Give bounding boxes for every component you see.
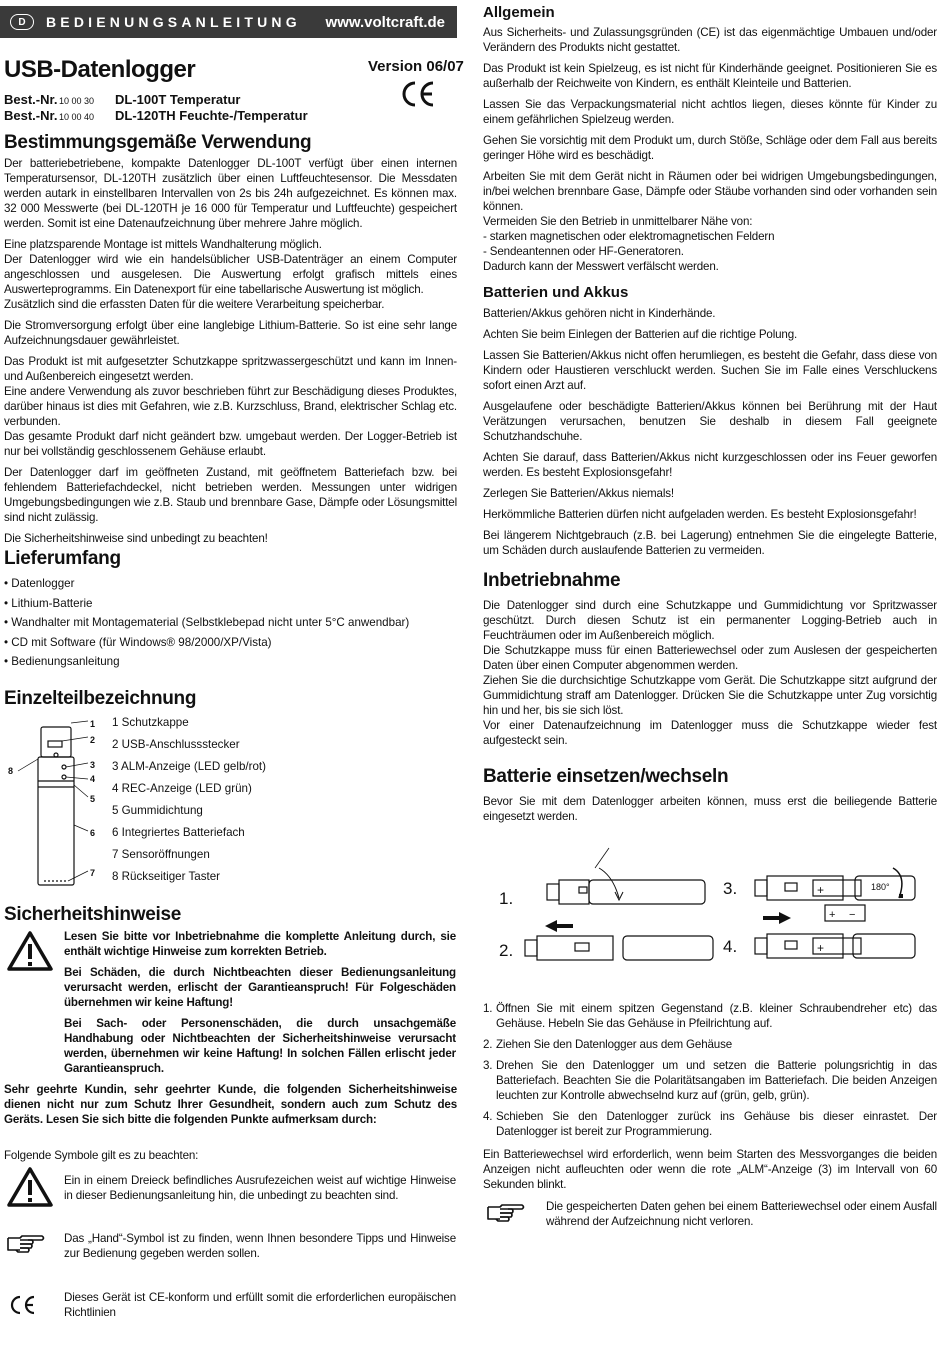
step-text: Ziehen Sie den Datenlogger aus dem Gehäuse (496, 1038, 733, 1051)
version-label: Version 06/07 (368, 58, 464, 75)
step-text: Öffnen Sie mit einem spitzen Gegenstand (z.B. kleiner Schraubendreher etc) das Gehäuse. Hebeln Sie das Gehäuse in Pfeilrichtung auf. (496, 1002, 937, 1030)
step-figure-label: 3. (723, 879, 738, 898)
list-item: 8 Rückseitiger Taster (112, 870, 221, 883)
step-figure-label: 4. (723, 937, 738, 956)
step-number: 3. (483, 1059, 493, 1072)
header-url[interactable]: www.voltcraft.de (325, 13, 445, 31)
battery-change-figure (495, 840, 920, 970)
warning-triangle-icon (6, 930, 54, 972)
list-item: • CD mit Software (für Windows® 98/2000/XP/Vista) (4, 635, 272, 649)
battery-change-note: Ein Batteriewechsel wird erforderlich, wenn beim Starten des Messvorganges die beiden Anzeigen nicht aufleuchten oder wenn die rote „ALM“-Anzeige (3) im Intervall von 60 Sekunden blinkt. (483, 1148, 937, 1191)
warning-triangle-icon (6, 1166, 54, 1208)
callout-label: 2 (90, 735, 96, 745)
paragraph: Bei Sach- oder Personenschäden, die durch unsachgemäße Handhabung oder Nichtbeachten der Sicherheitshinweise verursacht werden, übernehmen wir keine Haftung! In solchen Fällen erlischt jeder Garantieanspruch. (64, 1017, 456, 1075)
order-desc: DL-120TH Feuchte-/Temperatur (115, 108, 308, 123)
paragraph: Die Stromversorgung erfolgt über eine langlebige Lithium-Batterie. So ist eine sehr lange Aufzeichnungsdauer gewährleistet. (4, 319, 457, 347)
paragraph: Batterien/Akkus gehören nicht in Kinderhände. (483, 307, 716, 320)
step-number: 1. (483, 1002, 493, 1015)
intended-use-text (4, 156, 457, 552)
order-label: Best.-Nr. (4, 108, 58, 123)
callout-label: 5 (90, 794, 96, 804)
step-text: Drehen Sie den Datenlogger um und setzen die Batterie polungsrichtig in das Batteriefach. Beachten Sie die Polaritätsangaben im Batteriefach. Die beiden Anzeigen leuchten zur Kontrolle abwechselnd kurz auf (grün, gelb, grün). (496, 1059, 937, 1102)
list-item (483, 1001, 937, 1031)
paragraph: Die Sicherheitshinweise sind unbedingt zu beachten! (4, 532, 268, 545)
paragraph: Lassen Sie das Verpackungsmaterial nicht achtlos liegen, dieses könnte für Kinder zu einem gefährlichen Spielzeug werden. (483, 98, 937, 126)
rotation-label: 180° (871, 882, 890, 892)
pointing-hand-icon (6, 1232, 46, 1254)
paragraph: Vermeiden Sie den Betrieb in unmittelbarer Nähe von: (483, 215, 753, 228)
paragraph: Achten Sie beim Einlegen der Batterien auf die richtige Polung. (483, 328, 798, 341)
paragraph: Zusätzlich sind die erfassten Daten für die weitere Verarbeitung speicherbar. (4, 298, 385, 311)
pointing-hand-icon (486, 1201, 526, 1223)
scope-list (4, 576, 457, 674)
paragraph: Herkömmliche Batterien dürfen nicht aufgeladen werden. Es besteht Explosionsgefahr! (483, 508, 917, 521)
paragraph: Lesen Sie bitte vor Inbetriebnahme die komplette Anleitung durch, sie enthält wichtige Hinweise zum korrekten Betrieb. (64, 930, 456, 958)
paragraph: Bei längerem Nichtgebrauch (z.B. bei Lagerung) entnehmen Sie die eingelegte Batterie, um Schäden durch auslaufende Batterien zu vermeiden. (483, 529, 937, 557)
callout-label: 4 (90, 774, 96, 784)
paragraph: Arbeiten Sie mit dem Gerät nicht in Räumen oder bei widrigen Umgebungsbedingungen, in/bei welchen brennbare Gase, Dämpfe oder Stäube vorhanden sind oder vorhanden sein können. (483, 170, 937, 213)
callout-label: 6 (90, 828, 96, 838)
paragraph: Der Datenlogger darf im geöffneten Zustand, mit geöffnetem Batteriefach bzw. bei fehlendem Batteriefachdeckel, nicht betrieben werden. Messungen unter widrigen Umgebungsbedingungen wie z.B. Staub und brennbare Gase, Dämpfe oder Lösungsmittel sind nicht zulässig. (4, 466, 457, 524)
step-number: 4. (483, 1110, 493, 1123)
callout-label: 1 (90, 719, 96, 729)
list-item: 6 Integriertes Batteriefach (112, 826, 245, 839)
paragraph: Lassen Sie Batterien/Akkus nicht offen herumliegen, es besteht die Gefahr, dass diese von Kindern oder Haustieren verschluckt werden. Suchen Sie im Falle eines Verschluckens sofort einen Arzt auf. (483, 349, 937, 392)
list-item (483, 1037, 937, 1052)
order-number: 10 00 40 (59, 112, 95, 122)
symbol-description: Ein in einem Dreieck befindliches Ausrufezeichen weist auf wichtige Hinweise in dieser Bedienungsanleitung hin, die unbedingt zu beachten sind. (64, 1174, 456, 1202)
callout-label: 7 (90, 868, 96, 878)
batteries-text (483, 306, 937, 564)
paragraph: Die Schutzkappe muss für einen Batteriewechsel oder zum Auslesen der gespeicherten Daten über einen Computer abgenommen werden. (483, 644, 937, 672)
order-desc: DL-100T Temperatur (115, 92, 241, 107)
order-label: Best.-Nr. (4, 92, 58, 107)
polarity-plus: + (817, 941, 825, 955)
datalogger-drawing (4, 715, 104, 890)
list-item: 2 USB-Anschlussstecker (112, 738, 240, 751)
language-badge: D (10, 14, 34, 30)
parts-list (112, 715, 266, 891)
step-number: 2. (483, 1038, 493, 1051)
paragraph: Dadurch kann der Messwert verfälscht werden. (483, 260, 719, 273)
callout-label: 8 (8, 766, 14, 776)
step-figure-label: 2. (499, 941, 514, 960)
paragraph: Ziehen Sie die durchsichtige Schutzkappe vom Gerät. Die Schutzkappe sitzt aufgrund der Gummidichtung straff am Datenlogger. Drücken Sie die Schutzkappe unter Zug vorsichtig hin und her, bis sie sich löst. (483, 674, 937, 717)
battery-change-intro: Bevor Sie mit dem Datenlogger arbeiten können, muss erst die beiliegende Batterie eingesetzt werden. (483, 795, 937, 823)
polarity-plus: + (817, 883, 825, 897)
paragraph: Achten Sie darauf, dass Batterien/Akkus nicht kurzgeschlossen oder ins Feuer geworfen werden. Es besteht Explosionsgefahr! (483, 451, 937, 479)
symbol-description: Dieses Gerät ist CE-konform und erfüllt somit die erforderlichen europäischen Richtlinien (64, 1291, 456, 1319)
list-item: - Sendeantennen oder HF-Generatoren. (483, 245, 684, 258)
general-text (483, 25, 937, 280)
paragraph: Aus Sicherheits- und Zulassungsgründen (CE) ist das eigenmächtige Umbauen und/oder Verändern des Produkts nicht gestattet. (483, 26, 937, 54)
general-heading: Allgemein (483, 4, 555, 21)
order-number-row (4, 92, 240, 107)
list-item: 4 REC-Anzeige (LED grün) (112, 782, 252, 795)
polarity-plus: + (829, 909, 836, 921)
step-text: Schieben Sie den Datenlogger zurück ins Gehäuse bis dieser einrastet. Der Datenlogger ist bereit zur Programmierung. (496, 1110, 937, 1138)
paragraph: Die Datenlogger sind durch eine Schutzkappe und Gummidichtung vor Spritzwasser geschützt. Durch diesen Schutz ist ein permanenter Logging-Betrieb auch in Feuchträumen oder im Außenbereich möglich. (483, 599, 937, 642)
paragraph: Eine andere Verwendung als zuvor beschrieben führt zur Beschädigung dieses Produktes, darüber hinaus ist dies mit Gefahren, wie z.B. Kurzschluss, Brand, elektrischer Schlag etc. verbunden. (4, 385, 457, 428)
commissioning-text (483, 598, 937, 754)
parts-heading: Einzelteilbezeichnung (4, 688, 197, 709)
paragraph: Sehr geehrte Kundin, sehr geehrter Kunde, die folgenden Sicherheitshinweise dienen nicht nur zum Schutz Ihrer Gesundheit, sondern auch zum Schutz des Geräts. Lesen Sie sich bitte die folgenden Punkte aufmerksam durch: (4, 1083, 457, 1126)
scope-heading: Lieferumfang (4, 548, 121, 569)
paragraph: Bei Schäden, die durch Nichtbeachten dieser Bedienungsanleitung verursacht werden, erlischt der Garantieanspruch! Für Folgeschäden übernehmen wir keine Haftung! (64, 966, 456, 1009)
list-item: 3 ALM-Anzeige (LED gelb/rot) (112, 760, 267, 773)
paragraph: Das Produkt ist kein Spielzeug, es ist nicht für Kinderhände geeignet. Positionieren Sie es außerhalb der Reichweite von Kindern, es enthält Kleinteile und Batterien. (483, 62, 937, 90)
battery-change-heading: Batterie einsetzen/wechseln (483, 766, 729, 787)
paragraph: Gehen Sie vorsichtig mit dem Produkt um, durch Stöße, Schläge oder dem Fall aus bereits geringer Höhe wird es beschädigt. (483, 134, 937, 162)
polarity-minus: − (849, 909, 856, 921)
safety-heading: Sicherheitshinweise (4, 904, 181, 925)
paragraph: Das Produkt ist mit aufgesetzter Schutzkappe spritzwassergeschützt und kann im Innen- und Außenbereich eingesetzt werden. (4, 355, 457, 383)
step-figure-label: 1. (499, 889, 514, 908)
header-bar (0, 6, 457, 38)
safety-warnings (64, 929, 456, 1082)
order-number: 10 00 30 (59, 96, 95, 106)
list-item: - starken magnetischen oder elektromagnetischen Feldern (483, 230, 775, 243)
list-item: • Datenlogger (4, 577, 75, 590)
order-number-row (4, 108, 308, 123)
symbol-description: Das „Hand“-Symbol ist zu finden, wenn Ihnen besondere Tipps und Hinweise zur Bedienung gegeben werden sollen. (64, 1232, 456, 1260)
paragraph: Ausgelaufene oder beschädigte Batterien/Akkus können bei Berührung mit der Haut Verätzungen verursachen, benutzen Sie deshalb in diesem Fall geeignete Schutzhandschuhe. (483, 400, 937, 443)
customer-note (4, 1082, 457, 1133)
callout-label: 3 (90, 760, 96, 770)
header-title: BEDIENUNGSANLEITUNG (46, 14, 301, 30)
list-item: 1 Schutzkappe (112, 716, 189, 729)
list-item: • Lithium-Batterie (4, 596, 93, 610)
list-item (483, 1109, 937, 1139)
paragraph: Eine platzsparende Montage ist mittels Wandhalterung möglich. (4, 238, 322, 251)
commissioning-heading: Inbetriebnahme (483, 570, 621, 591)
paragraph: Der batteriebetriebene, kompakte Datenlogger DL-100T verfügt über einen internen Temperatursensor, DL-120TH zusätzlich über einen Luftfeuchtesensor. Die Messdaten werden autark in einstellbaren Intervallen von 2s bis 24h aufgezeichnet. Es können max. 32 000 Messwerte (bei DL-120TH je 16 000 für Temperatur und Luftfeuchte) gespeichert werden. Somit ist eine Datenaufzeichnung über mehrere Jahre möglich. (4, 157, 457, 230)
symbols-intro: Folgende Symbole gilt es zu beachten: (4, 1149, 199, 1162)
battery-steps (483, 1001, 937, 1145)
list-item: 7 Sensoröffnungen (112, 848, 210, 861)
product-title: USB-Datenlogger (4, 56, 196, 83)
paragraph: Vor einer Datenaufzeichnung im Datenlogger muss die Schutzkappe wieder fest aufgesteckt sein. (483, 719, 937, 747)
intended-use-heading: Bestimmungsgemäße Verwendung (4, 132, 312, 153)
list-item (483, 1058, 937, 1103)
paragraph: Der Datenlogger wird wie ein handelsüblicher USB-Datenträger an einem Computer angeschlossen und ausgelesen. Die Auswertung erfolgt grafisch mittels eines Auswerteprogramms. Ein Datenexport für eine tabellarische Auswertung ist möglich. (4, 253, 457, 296)
paragraph: Das gesamte Produkt darf nicht geändert bzw. umgebaut werden. Der Logger-Betrieb ist nur bei vollständig geschlossenem Gehäuse erlaubt. (4, 430, 457, 458)
ce-mark-icon (400, 80, 436, 108)
battery-change-hint: Die gespeicherten Daten gehen bei einem Batteriewechsel oder einem Ausfall während der Aufzeichnung nicht verloren. (546, 1200, 937, 1228)
batteries-heading: Batterien und Akkus (483, 284, 629, 301)
list-item: 5 Gummidichtung (112, 804, 203, 817)
paragraph: Zerlegen Sie Batterien/Akkus niemals! (483, 487, 674, 500)
ce-mark-icon (8, 1295, 36, 1315)
list-item: • Bedienungsanleitung (4, 655, 120, 668)
list-item: • Wandhalter mit Montagematerial (Selbstklebepad nicht unter 5°C anwendbar) (4, 616, 410, 629)
